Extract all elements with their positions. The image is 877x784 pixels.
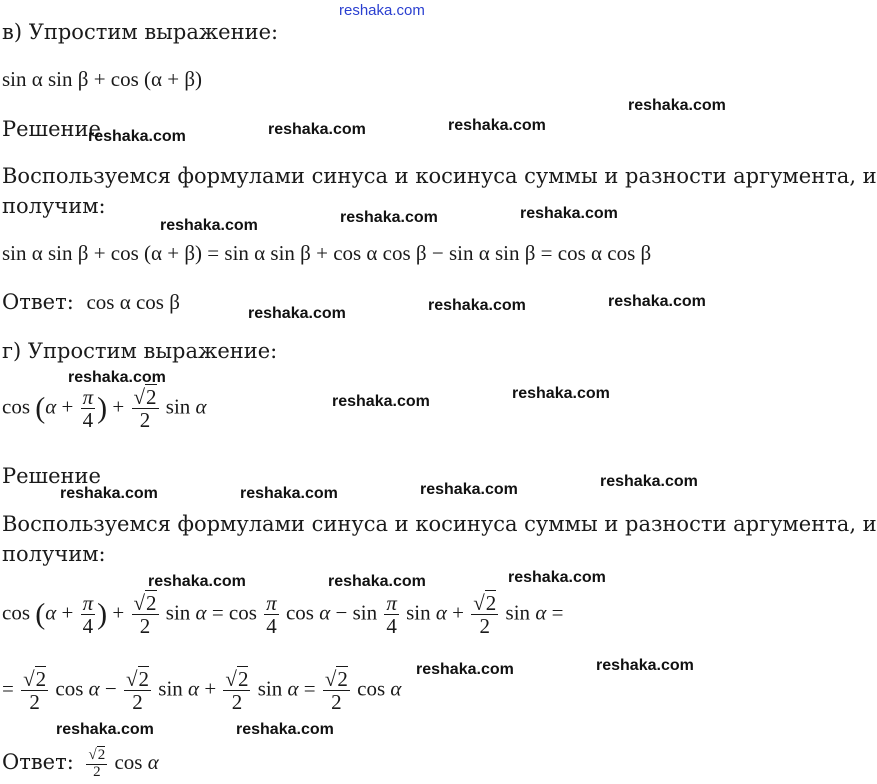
watermark: reshaka.com bbox=[512, 385, 610, 402]
part-v-heading: в) Упростим выражение: bbox=[2, 20, 279, 44]
part-v-explanation-line2: получим: bbox=[2, 194, 106, 218]
part-v-solution-label: Решение bbox=[2, 117, 101, 141]
watermark: reshaka.com bbox=[236, 721, 334, 738]
part-g-answer-value: $\frac{√2}{2}$ cos α bbox=[88, 747, 159, 780]
part-g-derivation-line2: = $\frac{√2}{2}$ cos α − $\frac{√2}{2}$ sin α + $\frac{√2}{2}$ sin α = $\frac{√2}{2}$ cos α bbox=[2, 667, 402, 715]
watermark: reshaka.com bbox=[520, 205, 618, 222]
watermark: reshaka.com bbox=[56, 721, 154, 738]
part-g-solution-label: Решение bbox=[2, 464, 101, 488]
watermark: reshaka.com bbox=[428, 297, 526, 314]
watermark: reshaka.com bbox=[328, 573, 426, 590]
watermark: reshaka.com bbox=[608, 293, 706, 310]
part-g-derivation-line1: cos (α + $\frac{\pi}{4}$ ) + $\frac{√2}{2}$ sin α = cos $\frac{\pi}{4}$ cos α − sin $\frac{\pi}{4}$ sin α + $\frac{√2}{2}$ sin α = bbox=[2, 591, 564, 639]
part-g-answer-label: Ответ: bbox=[2, 750, 74, 775]
watermark: reshaka.com bbox=[68, 369, 166, 386]
part-g-heading: г) Упростим выражение: bbox=[2, 339, 278, 363]
watermark: reshaka.com bbox=[420, 481, 518, 498]
watermark: reshaka.com bbox=[600, 473, 698, 490]
watermark: reshaka.com bbox=[332, 393, 430, 410]
watermark: reshaka.com bbox=[240, 485, 338, 502]
watermark: reshaka.com bbox=[416, 661, 514, 678]
part-v-derivation: sin α sin β + cos (α + β) = sin α sin β + cos α cos β − sin α sin β = cos α cos β bbox=[2, 241, 652, 265]
part-v-explanation-line1: Воспользуемся формулами синуса и косинуса суммы и разности аргумента, и bbox=[2, 164, 877, 188]
watermark: reshaka.com bbox=[448, 117, 546, 134]
watermark: reshaka.com bbox=[88, 128, 186, 145]
watermark: reshaka.com bbox=[248, 305, 346, 322]
part-v-answer bbox=[2, 290, 180, 315]
site-watermark-top[interactable]: reshaka.com bbox=[339, 2, 425, 19]
part-g-explanation-line2: получим: bbox=[2, 542, 106, 566]
watermark: reshaka.com bbox=[160, 217, 258, 234]
part-g-answer bbox=[2, 748, 159, 781]
part-v-expression: sin α sin β + cos (α + β) bbox=[2, 67, 203, 91]
part-g-expression: cos (α + $\frac{\pi}{4}$ ) + $\frac{√2}{2}$ sin α bbox=[2, 385, 207, 433]
watermark: reshaka.com bbox=[148, 573, 246, 590]
watermark: reshaka.com bbox=[508, 569, 606, 586]
part-v-answer-label: Ответ: bbox=[2, 290, 74, 314]
watermark: reshaka.com bbox=[596, 657, 694, 674]
watermark: reshaka.com bbox=[60, 485, 158, 502]
watermark: reshaka.com bbox=[340, 209, 438, 226]
watermark: reshaka.com bbox=[628, 97, 726, 114]
part-v-answer-value: cos α cos β bbox=[86, 290, 180, 314]
watermark: reshaka.com bbox=[268, 121, 366, 138]
part-g-explanation-line1: Воспользуемся формулами синуса и косинуса суммы и разности аргумента, и bbox=[2, 512, 877, 536]
